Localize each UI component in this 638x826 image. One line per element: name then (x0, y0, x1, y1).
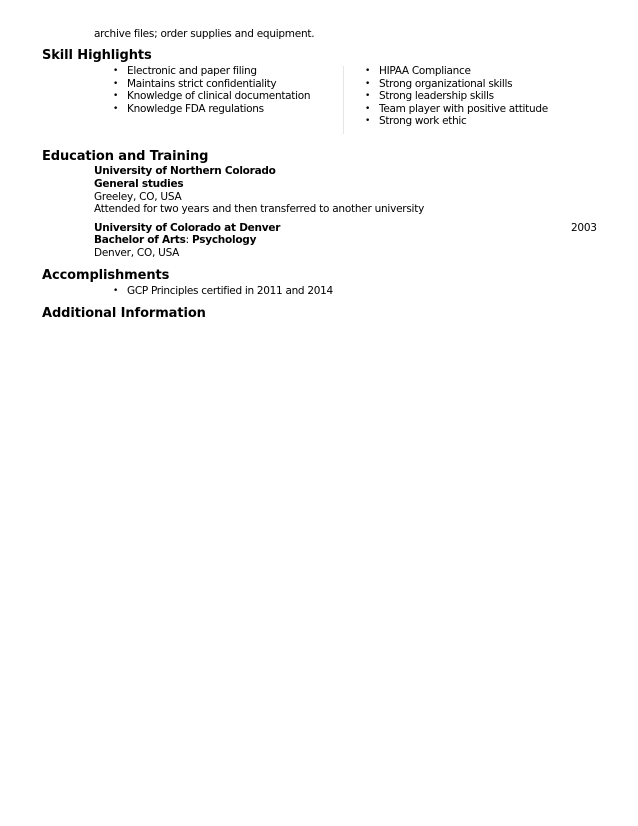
accomplishments-heading: Accomplishments (42, 268, 170, 283)
list-item: • Maintains strict confidentiality (113, 77, 277, 90)
school-location: Denver, CO, USA (94, 247, 180, 259)
degree-line (94, 234, 256, 247)
list-item: • Electronic and paper filing (113, 65, 257, 77)
degree-name: Bachelor of Arts (94, 234, 186, 246)
list-item: • Strong organizational skills (365, 77, 513, 90)
education-note: Attended for two years and then transferred to another university (94, 203, 425, 215)
graduation-year: 2003 (571, 222, 597, 234)
skills-right-list (365, 65, 548, 128)
list-item: • HIPAA Compliance (365, 65, 471, 77)
list-item: • Strong work ethic (365, 115, 467, 128)
bullet-icon: • (113, 103, 119, 114)
bullet-icon: • (365, 103, 371, 114)
school-location: Greeley, CO, USA (94, 191, 182, 203)
degree-separator: : (185, 234, 189, 246)
experience-fragment: archive files; order supplies and equipment. (94, 28, 315, 40)
list-item: • Team player with positive attitude (365, 102, 548, 115)
accomplishments-list (113, 285, 333, 298)
list-item: • GCP Principles certified in 2011 and 2014 (113, 285, 333, 297)
list-item: • Knowledge FDA regulations (113, 102, 264, 115)
bullet-icon: • (113, 66, 119, 76)
skills-left-list (113, 65, 310, 115)
degree-major: Psychology (191, 234, 257, 246)
bullet-icon: • (113, 91, 119, 102)
list-item: • Strong leadership skills (365, 90, 494, 103)
bullet-icon: • (113, 286, 119, 296)
school-name: University of Northern Colorado (94, 165, 276, 177)
education-heading: Education and Training (42, 149, 209, 164)
bullet-icon: • (113, 78, 119, 89)
bullet-icon: • (365, 66, 371, 76)
bullet-icon: • (365, 91, 371, 102)
column-divider (343, 66, 344, 134)
school-name: University of Colorado at Denver (94, 222, 281, 234)
list-item: • Knowledge of clinical documentation (113, 90, 311, 103)
bullet-icon: • (365, 78, 371, 89)
bullet-icon: • (365, 116, 371, 127)
degree-name: General studies (94, 178, 184, 190)
additional-info-heading: Additional Information (42, 306, 206, 321)
skills-heading: Skill Highlights (42, 48, 152, 63)
